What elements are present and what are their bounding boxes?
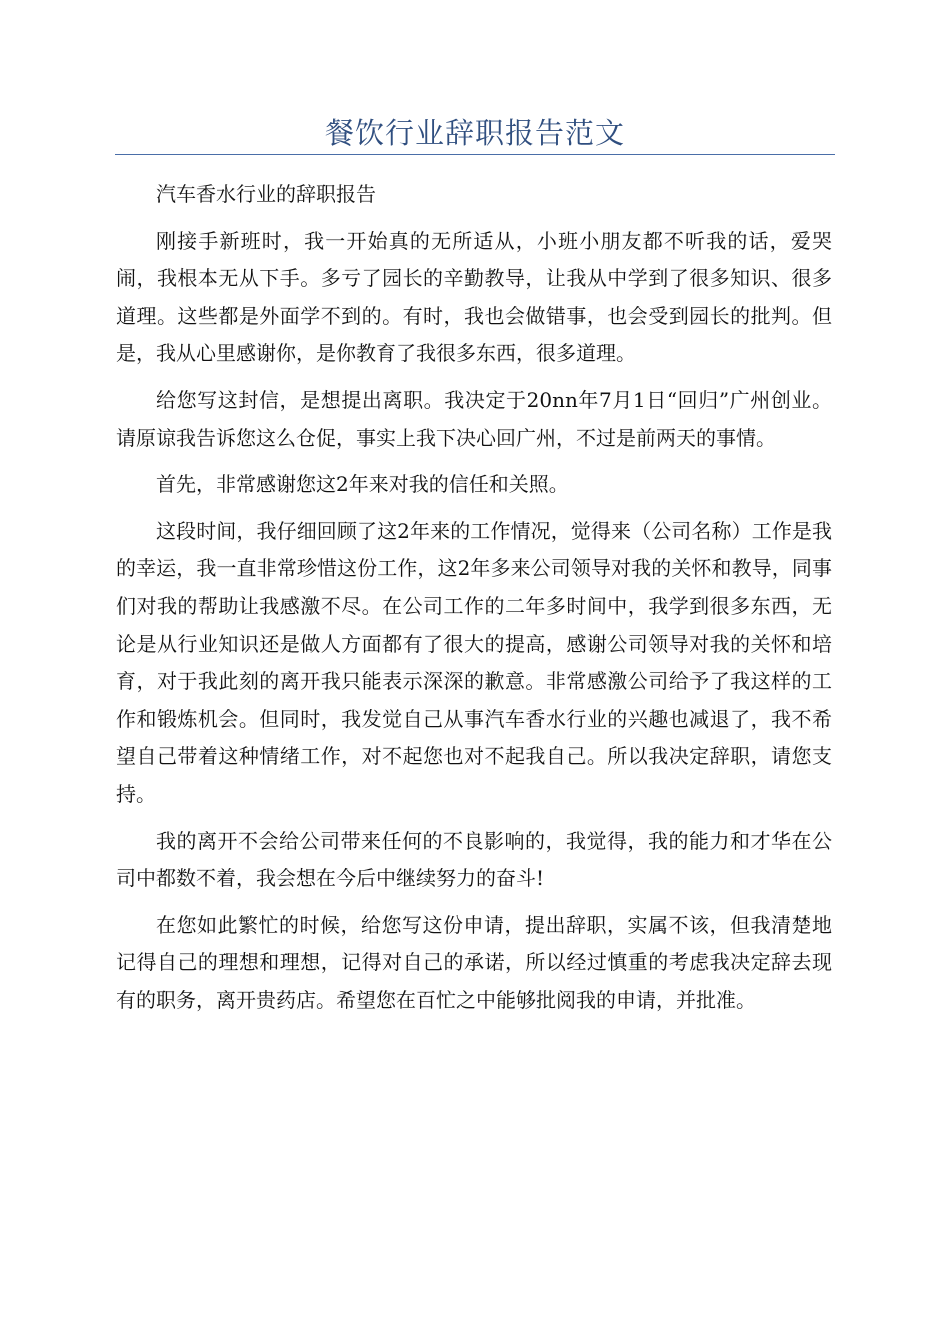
paragraph-2: 给您写这封信，是想提出离职。我决定于20nn年7月1日“回归”广州创业。请原谅我告诉您这么仓促，事实上我下决心回广州，不过是前两天的事情。 xyxy=(116,387,832,450)
document-body xyxy=(116,176,832,1028)
paragraph-6: 在您如此繁忙的时候，给您写这份申请，提出辞职，实属不该，但我清楚地记得自己的理想和理想，记得对自己的承诺，所以经过慎重的考虑我决定辞去现有的职务，离开贵药店。希望您在百忙之中能够批阅我的申请，并批准。 xyxy=(116,912,832,1012)
paragraph-5: 我的离开不会给公司带来任何的不良影响的，我觉得，我的能力和才华在公司中都数不着，我会想在今后中继续努力的奋斗! xyxy=(116,828,832,891)
paragraph-subtitle: 汽车香水行业的辞职报告 xyxy=(156,182,376,206)
paragraph-3: 首先，非常感谢您这2年来对我的信任和关照。 xyxy=(156,472,569,497)
paragraph-1: 刚接手新班时，我一开始真的无所适从，小班小朋友都不听我的话，爱哭闹，我根本无从下手。多亏了园长的辛勤教导，让我从中学到了很多知识、很多道理。这些都是外面学不到的。有时，我也会做错事，也会受到园长的批判。但是，我从心里感谢你，是你教育了我很多东西，很多道理。 xyxy=(116,228,832,366)
document-title: 餐饮行业辞职报告范文 xyxy=(324,116,625,150)
paragraph-4: 这段时间，我仔细回顾了这2年来的工作情况，觉得来（公司名称）工作是我的幸运，我一直非常珍惜这份工作，这2年多来公司领导对我的关怀和教导，同事们对我的帮助让我感激不尽。在公司工作的二年多时间中，我学到很多东西，无论是从行业知识还是做人方面都有了很大的提高，感谢公司领导对我的关怀和培育，对于我此刻的离开我只能表示深深的歉意。非常感激公司给予了我这样的工作和锻炼机会。但同时，我发觉自己从事汽车香水行业的兴趣也减退了，我不希望自己带着这种情绪工作，对不起您也对不起我自己。所以我决定辞职，请您支持。 xyxy=(116,518,832,806)
title-underline xyxy=(115,154,835,155)
